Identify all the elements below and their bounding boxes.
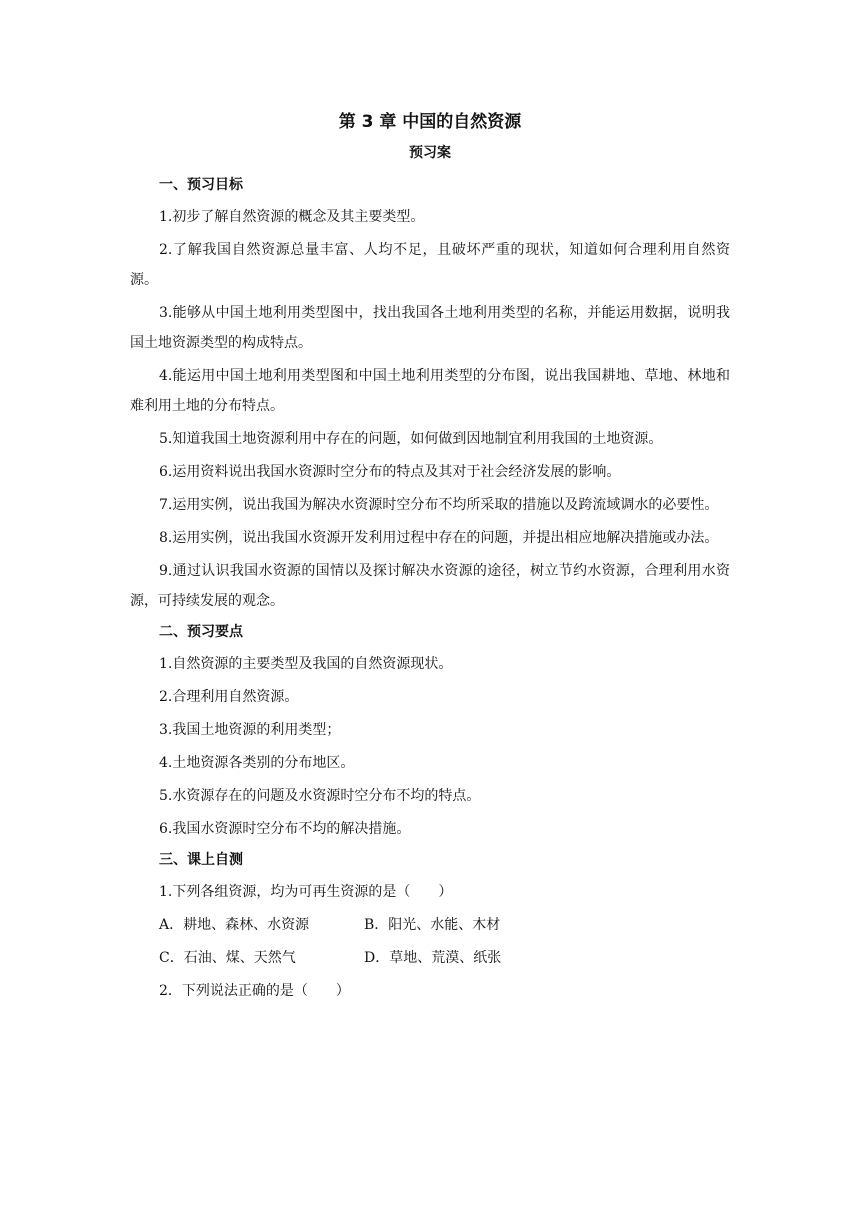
question-1-options-row-1 bbox=[130, 910, 730, 940]
option-c: C．石油、煤、天然气 bbox=[159, 950, 296, 966]
point-item: 4.土地资源各类别的分布地区。 bbox=[159, 755, 355, 771]
document-page bbox=[130, 108, 730, 1009]
option-b: B．阳光、水能、木材 bbox=[364, 917, 501, 933]
option-a: A．耕地、森林、水资源 bbox=[159, 917, 310, 933]
question-1-options-row-2 bbox=[130, 943, 730, 973]
point-item: 3.我国土地资源的利用类型； bbox=[159, 722, 341, 738]
question-1: 1.下列各组资源，均为可再生资源的是（ ） bbox=[159, 884, 453, 900]
question-2: 2．下列说法正确的是（ ） bbox=[159, 983, 350, 999]
option-d: D．草地、荒漠、纸张 bbox=[364, 950, 502, 966]
goal-item: 5.知道我国土地资源利用中存在的问题，如何做到因地制宜利用我国的土地资源。 bbox=[159, 431, 663, 447]
goal-item: 1.初步了解自然资源的概念及其主要类型。 bbox=[159, 209, 425, 225]
chapter-title: 第 3 章 中国的自然资源 bbox=[338, 112, 522, 132]
point-item: 5.水资源存在的问题及水资源时空分布不均的特点。 bbox=[159, 788, 481, 804]
point-item: 6.我国水资源时空分布不均的解决措施。 bbox=[159, 821, 411, 837]
goal-item: 8.运用实例，说出我国水资源开发利用过程中存在的问题，并提出相应地解决措施或办法。 bbox=[159, 530, 719, 546]
point-item: 2.合理利用自然资源。 bbox=[159, 689, 299, 705]
goal-item: 4.能运用中国土地利用类型图和中国土地利用类型的分布图，说出我国耕地、草地、林地和难利用土地的分布特点。 bbox=[130, 368, 730, 414]
goal-item: 7.运用实例，说出我国为解决水资源时空分布不均所采取的措施以及跨流域调水的必要性。 bbox=[159, 497, 719, 513]
section-subtitle: 预习案 bbox=[409, 145, 451, 161]
heading-preview-points: 二、预习要点 bbox=[159, 624, 243, 640]
goal-item: 6.运用资料说出我国水资源时空分布的特点及其对于社会经济发展的影响。 bbox=[159, 464, 621, 480]
heading-preview-goals: 一、预习目标 bbox=[159, 177, 243, 193]
goal-item: 9.通过认识我国水资源的国情以及探讨解决水资源的途径，树立节约水资源，合理利用水资源，可持续发展的观念。 bbox=[130, 563, 730, 609]
goal-item: 3.能够从中国土地利用类型图中，找出我国各土地利用类型的名称，并能运用数据，说明我国土地资源类型的构成特点。 bbox=[130, 305, 730, 351]
point-item: 1.自然资源的主要类型及我国的自然资源现状。 bbox=[159, 656, 453, 672]
goal-item: 2.了解我国自然资源总量丰富、人均不足，且破坏严重的现状，知道如何合理利用自然资源。 bbox=[130, 242, 730, 288]
heading-self-test: 三、课上自测 bbox=[159, 852, 243, 868]
